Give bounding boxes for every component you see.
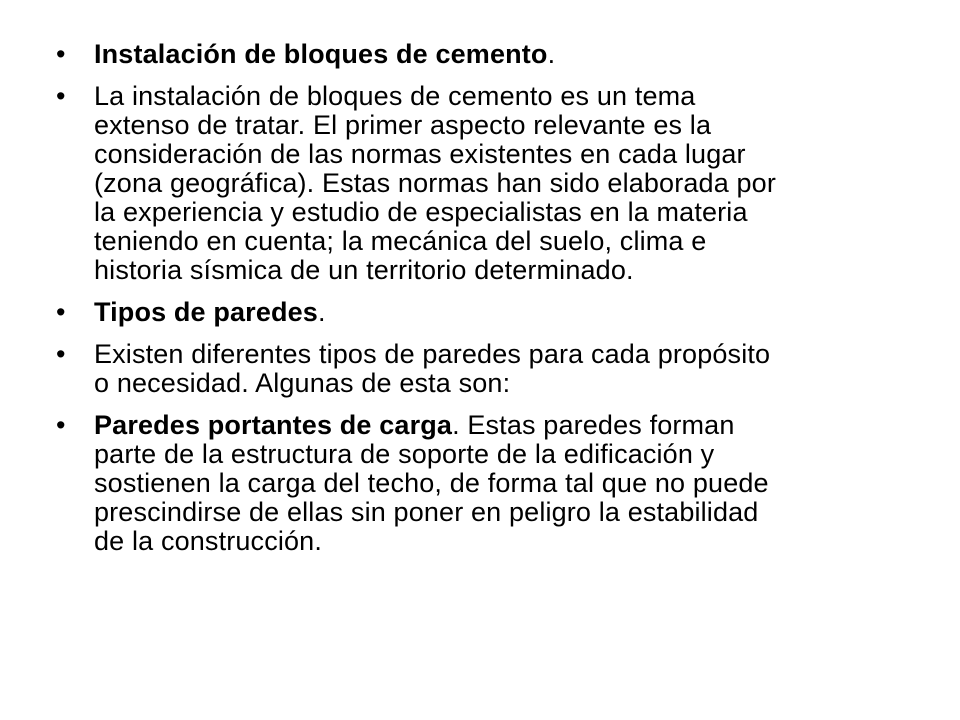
load-bearing-walls-heading: Paredes portantes de carga: [94, 410, 453, 440]
load-bearing-walls-lead: . Estas paredes forman: [452, 410, 735, 440]
bullet-icon: •: [56, 39, 66, 69]
installation-body-line: la experiencia y estudio de especialistas en la materia: [94, 197, 748, 227]
bullet-item-wall-types-body: [56, 340, 916, 398]
installation-heading-period: .: [547, 39, 556, 69]
installation-body-line: extenso de tratar. El primer aspecto relevante es la: [94, 110, 712, 140]
installation-body-line: (zona geográfica). Estas normas han sido elaborada por: [94, 168, 776, 198]
wall-types-heading-period: .: [317, 297, 326, 327]
bullet-item-wall-types-heading: [56, 298, 916, 327]
bullet-item-load-bearing-walls: [56, 411, 916, 556]
installation-body-line: consideración de las normas existentes en cada lugar: [94, 139, 746, 169]
load-bearing-first-line: [94, 411, 916, 440]
load-bearing-body-line: prescindirse de ellas sin poner en peligro la estabilidad: [94, 497, 759, 527]
wall-types-body-line: Existen diferentes tipos de paredes para cada propósito: [94, 339, 771, 369]
bullet-icon: •: [56, 81, 66, 111]
wall-types-body-line: o necesidad. Algunas de esta son:: [94, 368, 511, 398]
load-bearing-body-line: de la construcción.: [94, 526, 322, 556]
wall-types-heading: Tipos de paredes: [94, 297, 318, 327]
bullet-item-installation-body: [56, 82, 916, 285]
bullet-icon: •: [56, 297, 66, 327]
installation-heading: Instalación de bloques de cemento: [94, 39, 548, 69]
load-bearing-body-line: sostienen la carga del techo, de forma tal que no puede: [94, 468, 769, 498]
bullet-icon: •: [56, 339, 66, 369]
load-bearing-body-line: parte de la estructura de soporte de la edificación y: [94, 439, 715, 469]
installation-body-line: La instalación de bloques de cemento es un tema: [94, 81, 696, 111]
bullet-list: [56, 40, 916, 569]
installation-body-line: teniendo en cuenta; la mecánica del suelo, clima e: [94, 226, 707, 256]
installation-body-line: historia sísmica de un territorio determinado.: [94, 255, 634, 285]
bullet-icon: •: [56, 410, 66, 440]
bullet-item-installation-heading: [56, 40, 916, 69]
